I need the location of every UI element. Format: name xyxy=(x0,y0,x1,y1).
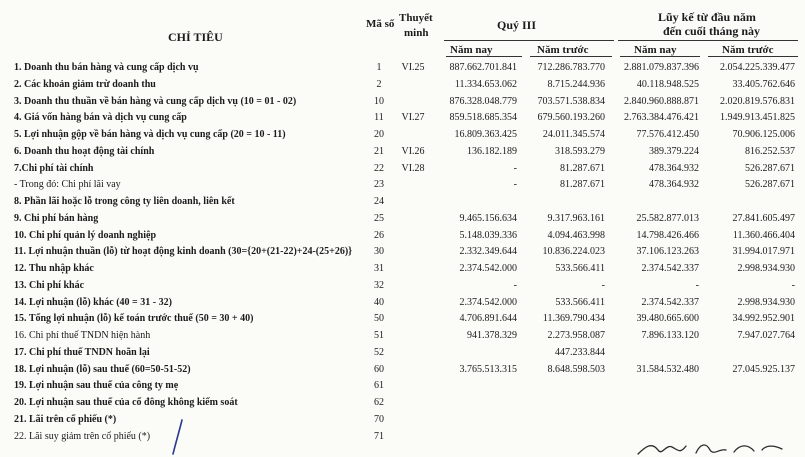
row-ytd-current: - xyxy=(695,279,699,291)
row-q3-previous: 11.369.790.434 xyxy=(542,313,605,325)
row-ytd-previous: 27.841.605.497 xyxy=(732,212,795,224)
table-row xyxy=(0,311,805,327)
row-label: 4. Giá vốn hàng bán và dịch vụ cung cấp xyxy=(14,112,187,124)
row-label: 16. Chi phí thuế TNDN hiện hành xyxy=(14,330,151,341)
col-header-quy: Quý III xyxy=(497,18,537,32)
row-label: 12. Thu nhập khác xyxy=(14,263,94,274)
row-ytd-previous: 31.994.017.971 xyxy=(732,246,795,258)
row-q3-current: 2.374.542.000 xyxy=(459,296,517,308)
row-q3-current: 4.706.891.644 xyxy=(459,313,517,325)
table-row xyxy=(0,345,805,361)
row-q3-previous: 81.287.671 xyxy=(560,162,605,174)
row-q3-previous: 10.836.224.023 xyxy=(542,246,605,258)
col-header-luy-ke-2: đến cuối tháng này xyxy=(663,24,761,38)
row-ytd-current: 31.584.532.480 xyxy=(636,363,699,375)
row-q3-previous: 703.571.538.834 xyxy=(537,95,605,107)
row-label: 22. Lãi suy giảm trên cổ phiếu (*) xyxy=(14,430,151,442)
header-divider-luy-ke xyxy=(618,40,798,41)
table-row xyxy=(0,94,805,110)
row-label: 10. Chi phí quản lý doanh nghiệp xyxy=(14,229,157,241)
row-code: 21 xyxy=(374,145,384,157)
row-ytd-previous: 2.020.819.576.831 xyxy=(720,95,795,107)
subheader-underline-2 xyxy=(530,56,612,57)
row-code: 1 xyxy=(376,62,382,73)
col-header-luy-ke-1: Lũy kế từ đầu năm xyxy=(658,10,756,24)
row-q3-current: 9.465.156.634 xyxy=(459,212,517,224)
row-code: 32 xyxy=(374,279,384,291)
row-ytd-previous: 70.906.125.006 xyxy=(732,129,795,140)
row-ytd-current: 2.840.960.888.871 xyxy=(624,95,699,107)
row-code: 11 xyxy=(374,112,384,124)
row-ytd-current: 77.576.412.450 xyxy=(636,129,699,140)
col-header-thuyet-minh-1: Thuyết xyxy=(399,12,433,24)
row-q3-previous: 8.715.244.936 xyxy=(547,78,605,90)
subheader-lk-nam-truoc: Năm trước xyxy=(722,44,774,56)
row-code: 25 xyxy=(374,212,384,224)
row-code: 70 xyxy=(374,413,384,425)
row-ytd-current: 2.763.384.476.421 xyxy=(624,112,699,124)
row-label: 21. Lãi trên cổ phiếu (*) xyxy=(14,413,117,425)
row-ytd-previous: 7.947.027.764 xyxy=(737,330,795,341)
col-header-chi-tieu: CHỈ TIÊU xyxy=(168,30,223,44)
row-code: 50 xyxy=(374,313,384,325)
row-code: 26 xyxy=(374,229,384,241)
row-q3-previous: 81.287.671 xyxy=(560,179,605,191)
row-q3-previous: 447.233.844 xyxy=(555,346,605,358)
row-ytd-previous: 27.045.925.137 xyxy=(732,363,795,375)
row-ytd-previous: 526.287.671 xyxy=(745,162,795,174)
row-q3-current: 136.182.189 xyxy=(467,145,517,157)
col-header-ma-so: Mã số xyxy=(366,18,395,30)
subheader-q-nam-truoc: Năm trước xyxy=(537,44,589,56)
table-row xyxy=(0,110,805,126)
row-ytd-previous: 1.949.913.451.825 xyxy=(720,112,795,124)
row-ytd-current: 2.374.542.337 xyxy=(641,296,699,308)
row-label: 19. Lợi nhuận sau thuế của công ty mẹ xyxy=(14,380,179,392)
row-q3-current: 2.374.542.000 xyxy=(459,263,517,274)
row-label: - Trong đó: Chi phí lãi vay xyxy=(14,179,121,191)
subheader-lk-nam-nay: Năm nay xyxy=(634,44,677,56)
row-label: 5. Lợi nhuận gộp về bán hàng và dịch vụ cung cấp (20 = 10 - 11) xyxy=(14,129,286,140)
table-row xyxy=(0,261,805,277)
row-label: 14. Lợi nhuận (lỗ) khác (40 = 31 - 32) xyxy=(14,296,172,308)
row-label: 18. Lợi nhuận (lỗ) sau thuế (60=50-51-52) xyxy=(14,363,191,375)
row-code: 62 xyxy=(374,397,384,408)
row-q3-current: 887.662.701.841 xyxy=(449,62,517,73)
row-note: VI.27 xyxy=(401,112,425,124)
row-q3-previous: 24.011.345.574 xyxy=(542,129,605,140)
row-code: 10 xyxy=(374,95,384,107)
table-row xyxy=(0,278,805,294)
row-label: 3. Doanh thu thuần về bán hàng và cung cấp dịch vụ (10 = 01 - 02) xyxy=(14,95,297,107)
row-q3-current: - xyxy=(513,162,517,174)
row-code: 20 xyxy=(374,129,384,140)
table-row xyxy=(0,211,805,227)
row-note: VI.25 xyxy=(401,62,425,73)
table-row xyxy=(0,412,805,428)
row-ytd-current: 478.364.932 xyxy=(649,179,699,191)
row-code: 2 xyxy=(376,78,382,90)
row-q3-previous: 533.566.411 xyxy=(555,296,605,308)
row-q3-current: 859.518.685.354 xyxy=(449,112,517,124)
row-ytd-current: 39.480.665.600 xyxy=(636,313,699,325)
row-label: 6. Doanh thu hoạt động tài chính xyxy=(14,145,155,157)
row-q3-current: - xyxy=(513,179,517,191)
row-ytd-previous: - xyxy=(791,279,795,291)
table-row xyxy=(0,378,805,394)
row-q3-previous: 2.273.958.087 xyxy=(547,330,605,341)
row-label: 17. Chi phí thuế TNDN hoãn lại xyxy=(14,346,150,358)
row-ytd-previous: 526.287.671 xyxy=(745,179,795,191)
row-code: 60 xyxy=(374,363,384,375)
row-q3-current: 941.378.329 xyxy=(467,330,517,341)
row-label: 8. Phần lãi hoặc lỗ trong công ty liên doanh, liên kết xyxy=(14,196,235,207)
row-ytd-previous: 2.054.225.339.477 xyxy=(720,62,795,73)
row-q3-previous: 712.286.783.770 xyxy=(537,62,605,73)
row-label: 9. Chi phí bán hàng xyxy=(14,212,99,224)
row-q3-current: - xyxy=(513,279,517,291)
table-row xyxy=(0,144,805,160)
table-row xyxy=(0,161,805,177)
row-note: VI.28 xyxy=(401,162,425,174)
table-row xyxy=(0,244,805,260)
row-ytd-current: 37.106.123.263 xyxy=(636,246,699,258)
row-code: 22 xyxy=(374,162,384,174)
row-ytd-current: 478.364.932 xyxy=(649,162,699,174)
table-row xyxy=(0,194,805,210)
subheader-q-nam-nay: Năm nay xyxy=(450,44,493,56)
row-code: 52 xyxy=(374,346,384,358)
row-q3-previous: 4.094.463.998 xyxy=(547,229,605,241)
table-row xyxy=(0,77,805,93)
subheader-underline-3 xyxy=(620,56,700,57)
row-code: 71 xyxy=(374,430,384,442)
table-row xyxy=(0,60,805,76)
row-code: 24 xyxy=(374,196,384,207)
row-code: 31 xyxy=(374,263,384,274)
row-ytd-current: 2.881.079.837.396 xyxy=(624,62,699,73)
row-ytd-previous: 33.405.762.646 xyxy=(732,78,795,90)
table-row xyxy=(0,295,805,311)
row-q3-previous: 9.317.963.161 xyxy=(547,212,605,224)
row-q3-current: 5.148.039.336 xyxy=(459,229,517,241)
signature-mark-icon xyxy=(168,418,188,456)
row-q3-previous: 679.560.193.260 xyxy=(537,112,605,124)
table-row xyxy=(0,328,805,344)
row-label: 2. Các khoản giảm trừ doanh thu xyxy=(14,78,156,90)
table-row xyxy=(0,177,805,193)
row-q3-current: 2.332.349.644 xyxy=(459,246,517,258)
row-q3-current: 11.334.653.062 xyxy=(454,78,517,90)
row-ytd-previous: 816.252.537 xyxy=(745,145,795,157)
row-label: 15. Tổng lợi nhuận (lỗ) kế toán trước thuế (50 = 30 + 40) xyxy=(14,313,254,325)
header-divider-quy xyxy=(444,40,614,41)
row-ytd-previous: 11.360.466.404 xyxy=(732,229,795,241)
subheader-underline-4 xyxy=(708,56,798,57)
row-label: 20. Lợi nhuận sau thuế của cổ đông không kiểm soát xyxy=(14,397,238,408)
row-label: 1. Doanh thu bán hàng và cung cấp dịch vụ xyxy=(14,62,199,73)
row-ytd-current: 2.374.542.337 xyxy=(641,263,699,274)
row-ytd-current: 40.118.948.525 xyxy=(636,78,699,90)
col-header-thuyet-minh-2: minh xyxy=(404,27,429,39)
row-note: VI.26 xyxy=(401,145,425,157)
row-ytd-previous: 2.998.934.930 xyxy=(737,296,795,308)
table-row xyxy=(0,228,805,244)
row-ytd-current: 7.896.133.120 xyxy=(641,330,699,341)
row-code: 30 xyxy=(374,246,384,258)
row-label: 7.Chi phí tài chính xyxy=(14,162,94,174)
row-code: 23 xyxy=(374,179,384,191)
subheader-underline-1 xyxy=(446,56,522,57)
row-label: 13. Chi phí khác xyxy=(14,279,85,291)
row-q3-current: 16.809.363.425 xyxy=(454,129,517,140)
row-ytd-current: 25.582.877.013 xyxy=(636,212,699,224)
row-q3-current: 876.328.048.779 xyxy=(449,95,517,107)
row-ytd-current: 389.379.224 xyxy=(649,145,699,157)
table-row xyxy=(0,127,805,143)
row-ytd-previous: 2.998.934.930 xyxy=(737,263,795,274)
table-row xyxy=(0,362,805,378)
row-q3-previous: 8.648.598.503 xyxy=(547,363,605,375)
row-q3-current: 3.765.513.315 xyxy=(459,363,517,375)
signature-scribble-icon xyxy=(636,438,786,457)
row-q3-previous: - xyxy=(601,279,605,291)
row-ytd-previous: 34.992.952.901 xyxy=(732,313,795,325)
table-row xyxy=(0,395,805,411)
row-label: 11. Lợi nhuận thuần (lỗ) từ hoạt động kinh doanh (30={20+(21-22)+24-(25+26)} xyxy=(14,246,353,258)
row-code: 51 xyxy=(374,330,384,341)
row-q3-previous: 533.566.411 xyxy=(555,263,605,274)
row-ytd-current: 14.798.426.466 xyxy=(636,229,699,241)
row-q3-previous: 318.593.279 xyxy=(555,145,605,157)
row-code: 40 xyxy=(374,296,384,308)
row-code: 61 xyxy=(374,380,384,392)
